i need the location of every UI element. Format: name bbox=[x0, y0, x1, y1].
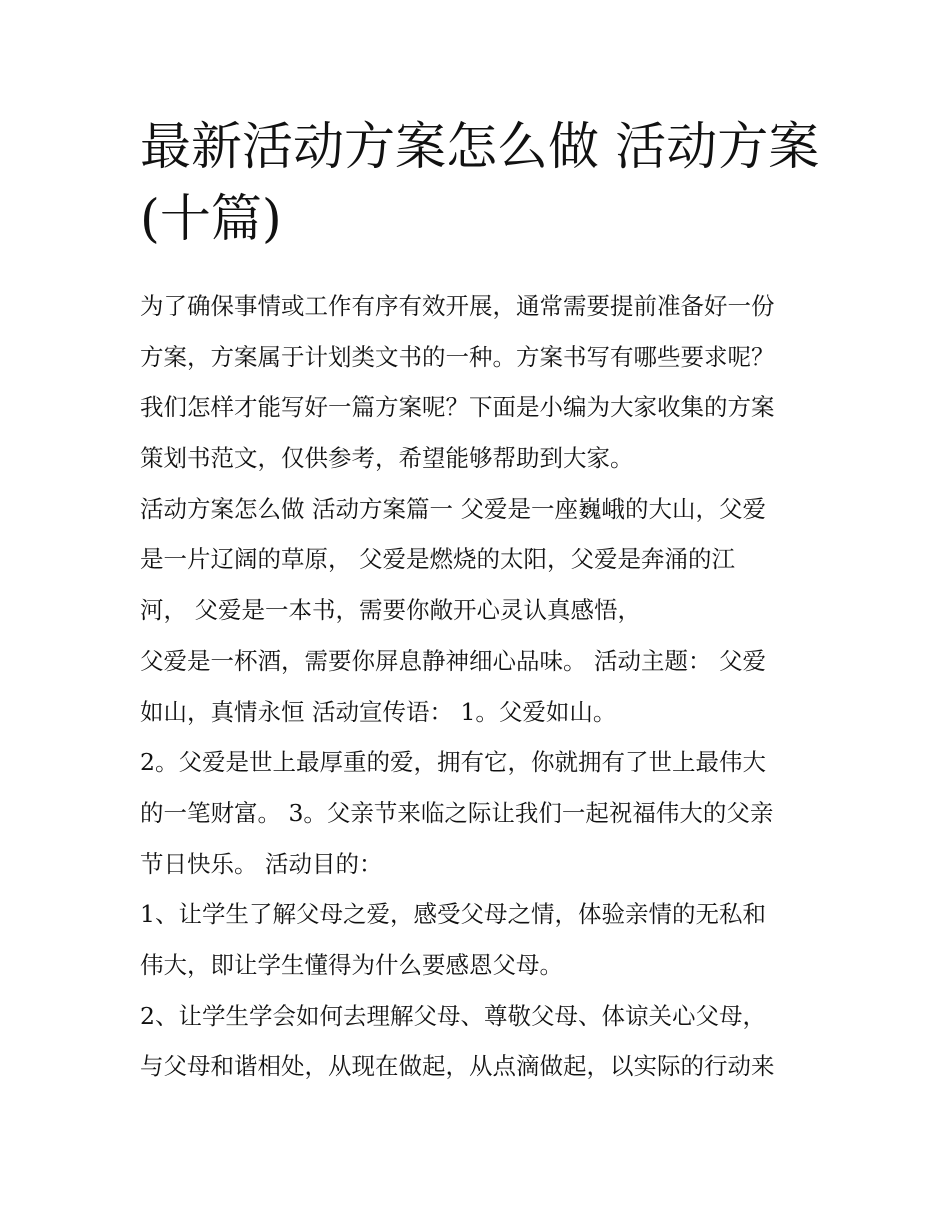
body-line-11: 的一笔财富。 3。父亲节来临之际让我们一起祝福伟大的父亲 bbox=[140, 798, 774, 827]
body-line-16: 与父母和谐相处，从现在做起，从点滴做起，以实际的行动来 bbox=[140, 1052, 775, 1081]
body-line-13: 1、让学生了解父母之爱，感受父母之情，体验亲情的无私和 bbox=[140, 900, 766, 929]
body-line-2: 方案，方案属于计划类文书的一种。方案书写有哪些要求呢？ bbox=[140, 342, 775, 371]
body-line-1: 为了确保事情或工作有序有效开展，通常需要提前准备好一份 bbox=[140, 292, 775, 320]
body-line-7: 河， 父爱是一本书，需要你敞开心灵认真感悟， bbox=[140, 596, 641, 625]
body-line-4: 策划书范文，仅供参考，希望能够帮助到大家。 bbox=[140, 444, 634, 473]
body-line-10: 2。父爱是世上最厚重的爱，拥有它，你就拥有了世上最伟大 bbox=[140, 748, 766, 777]
document-body bbox=[140, 281, 820, 1092]
body-line-9: 如山，真情永恒 活动宣传语： 1。父爱如山。 bbox=[140, 697, 617, 726]
body-line-5: 活动方案怎么做 活动方案篇一 父爱是一座巍峨的大山，父爱 bbox=[140, 494, 766, 523]
body-line-8: 父爱是一杯酒，需要你屏息静神细心品味。 活动主题： 父爱 bbox=[140, 646, 766, 675]
title-line-1: 最新活动方案怎么做 活动方案 bbox=[140, 118, 820, 177]
title-line-2: (十篇) bbox=[140, 190, 282, 249]
body-line-6: 是一片辽阔的草原， 父爱是燃烧的太阳，父爱是奔涌的江 bbox=[140, 545, 735, 574]
document-title bbox=[140, 112, 820, 256]
document-page bbox=[140, 112, 820, 1092]
body-line-12: 节日快乐。 活动目的： bbox=[140, 849, 383, 878]
body-line-15: 2、让学生学会如何去理解父母、尊敬父母、体谅关心父母， bbox=[140, 1001, 766, 1030]
body-line-14: 伟大，即让学生懂得为什么要感恩父母。 bbox=[140, 950, 563, 979]
body-line-3: 我们怎样才能写好一篇方案呢？下面是小编为大家收集的方案 bbox=[140, 393, 775, 422]
